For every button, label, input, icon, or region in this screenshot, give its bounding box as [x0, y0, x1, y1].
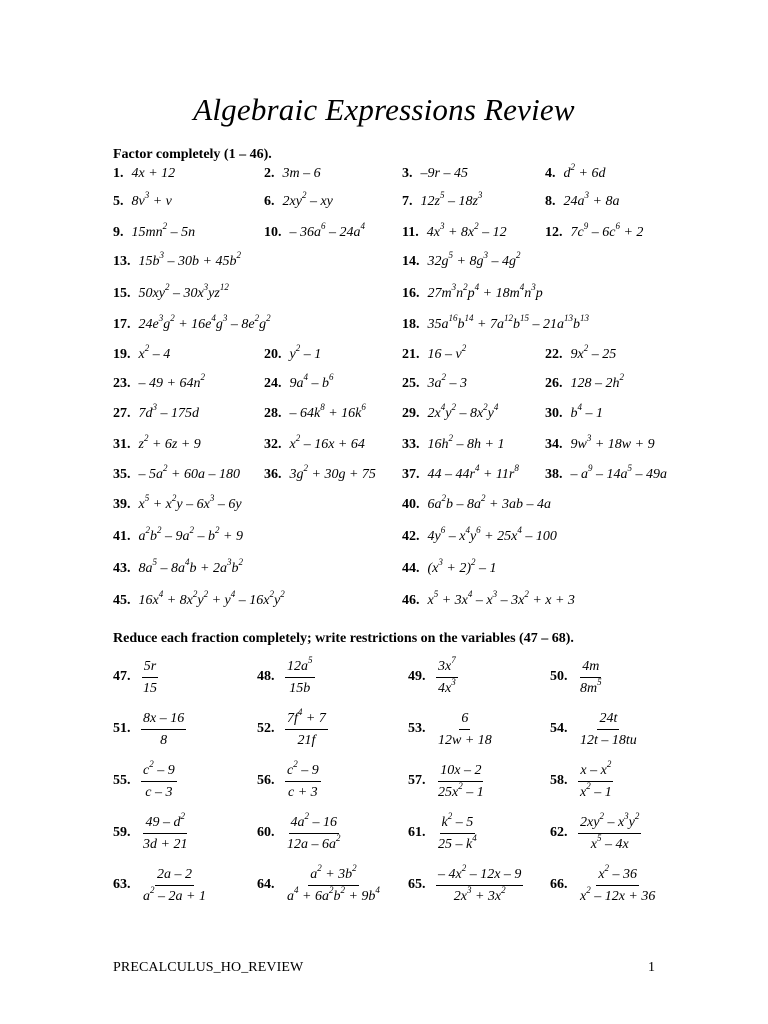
factor-problem	[402, 493, 551, 514]
problem-number: 59.	[113, 825, 131, 840]
problem-number: 57.	[408, 773, 426, 788]
factor-problem	[545, 221, 644, 242]
factor-problem	[545, 433, 655, 454]
problem-number: 7.	[402, 194, 413, 209]
problem-expression: $3a^2 - 3$	[427, 372, 467, 391]
factor-problem	[402, 557, 497, 578]
fraction	[141, 759, 177, 801]
denominator: $25x^2 - 1$	[438, 781, 484, 800]
numerator: x – $x^2$	[578, 762, 613, 782]
problem-number: 32.	[264, 437, 282, 452]
numerator: 5r	[142, 658, 158, 678]
problem-number: 53.	[408, 721, 426, 736]
factor-problem	[402, 250, 521, 271]
problem-expression: $4y^6 - x^4y^6 + 25x^4 - 100$	[427, 525, 557, 544]
problem-expression: $24a^3 + 8a$	[563, 190, 620, 209]
factor-problem	[113, 250, 241, 271]
factor-problem	[264, 463, 376, 484]
problem-expression: $8v^3 + v$	[131, 190, 172, 209]
factor-problem	[402, 221, 507, 242]
factor-problem	[113, 525, 243, 546]
fraction	[436, 710, 494, 749]
problem-number: 13.	[113, 254, 131, 269]
factor-problem	[545, 463, 667, 484]
denominator: $25 - k^4$	[438, 833, 477, 852]
numerator: $2xy^2 - x^3y^2$	[578, 814, 641, 834]
problem-expression: $d^2 + 6d$	[563, 162, 606, 181]
problem-number: 42.	[402, 529, 420, 544]
problem-number: 61.	[408, 825, 426, 840]
problem-expression: $b^4 - 1$	[570, 402, 603, 421]
problem-expression: $a^2b^2 - 9a^2 - b^2 + 9$	[138, 525, 243, 544]
numerator: $4a^2 - 16$	[289, 814, 340, 834]
problem-number: 4.	[545, 166, 556, 181]
problem-expression: $2xy^2$ – xy	[282, 190, 333, 209]
denominator: $x^2 - 1$	[580, 781, 612, 800]
factor-problem	[113, 433, 201, 454]
page-number: 1	[648, 960, 655, 975]
denominator: 12t – 18tu	[580, 733, 637, 748]
numerator: 4m	[580, 658, 601, 678]
fraction	[436, 863, 523, 905]
problem-expression: $7c^9 - 6c^6 + 2$	[570, 221, 644, 240]
factor-problem	[113, 190, 172, 211]
denominator: $2x^3 + 3x^2$	[453, 885, 506, 904]
problem-number: 31.	[113, 437, 131, 452]
problem-expression: $z^2 + 6z + 9$	[138, 433, 201, 452]
factor-problem	[113, 493, 242, 514]
problem-expression: $x^5 + x^2y - 6x^3 - 6y$	[138, 493, 242, 512]
problem-expression: $2x^4y^2 - 8x^2y^4$	[427, 402, 499, 421]
problem-number: 34.	[545, 437, 563, 452]
problem-number: 8.	[545, 194, 556, 209]
numerator: $c^2 - 9$	[285, 762, 321, 782]
problem-expression: $24e^3g^2 + 16e^4g^3 - 8e^2g^2$	[138, 313, 271, 332]
factor-problem	[113, 282, 229, 303]
problem-number: 20.	[264, 347, 282, 362]
fraction	[578, 658, 604, 697]
problem-number: 39.	[113, 497, 131, 512]
factor-problem	[113, 557, 243, 578]
problem-number: 17.	[113, 317, 131, 332]
problem-number: 5.	[113, 194, 124, 209]
factor-problem	[402, 313, 589, 334]
denominator: 21f	[297, 733, 316, 748]
problem-expression: $8a^5 - 8a^4b + 2a^3b^2$	[138, 557, 243, 576]
problem-number: 66.	[550, 877, 568, 892]
factor-problem	[402, 282, 543, 303]
fraction	[141, 866, 208, 905]
problem-number: 22.	[545, 347, 563, 362]
denominator: c + 3	[288, 785, 318, 800]
fraction	[141, 811, 189, 853]
factor-problem	[113, 221, 196, 242]
problem-number: 36.	[264, 467, 282, 482]
problem-number: 28.	[264, 406, 282, 421]
problem-number: 52.	[257, 721, 275, 736]
problem-number: 23.	[113, 376, 131, 391]
factor-problem	[402, 525, 557, 546]
problem-number: 58.	[550, 773, 568, 788]
factor-problem	[264, 372, 334, 393]
problem-number: 26.	[545, 376, 563, 391]
factor-problem	[402, 433, 505, 454]
problem-number: 64.	[257, 877, 275, 892]
denominator: $x^2 - 12x + 36$	[580, 885, 656, 904]
problem-number: 43.	[113, 561, 131, 576]
fraction	[141, 658, 159, 697]
problem-expression: 3m – 6	[282, 166, 321, 181]
problem-number: 6.	[264, 194, 275, 209]
denominator: $a^4 + 6a^2b^2 + 9b^4$	[287, 885, 380, 904]
problem-number: 56.	[257, 773, 275, 788]
denominator: 8	[160, 733, 168, 748]
factor-problem	[264, 402, 366, 423]
fraction	[285, 707, 328, 749]
problem-number: 45.	[113, 593, 131, 608]
problem-number: 44.	[402, 561, 420, 576]
problem-expression: $50xy^2 - 30x^3yz^{12}$	[138, 282, 229, 301]
numerator: 24t	[597, 710, 619, 730]
problem-number: 38.	[545, 467, 563, 482]
factor-problem	[113, 589, 285, 610]
problem-expression: $15mn^2 - 5n$	[131, 221, 196, 240]
problem-number: 21.	[402, 347, 420, 362]
factor-problem	[113, 165, 175, 183]
problem-number: 9.	[113, 225, 124, 240]
problem-expression: $9x^2 - 25$	[570, 343, 617, 362]
factor-problem	[113, 313, 271, 334]
problem-expression: $6a^2b - 8a^2 + 3ab - 4a$	[427, 493, 551, 512]
factor-problem	[402, 190, 483, 211]
denominator: $4x^3$	[438, 677, 456, 696]
denominator: 15	[143, 681, 157, 696]
factor-problem	[545, 162, 606, 183]
denominator: c – 3	[145, 785, 173, 800]
fraction	[436, 655, 458, 697]
problem-expression: $44 - 44r^4 + 11r^8$	[427, 463, 519, 482]
problem-number: 14.	[402, 254, 420, 269]
problem-number: 37.	[402, 467, 420, 482]
factor-problem	[264, 221, 365, 242]
problem-number: 3.	[402, 166, 413, 181]
denominator: $a^2 - 2a + 1$	[143, 885, 206, 904]
problem-number: 29.	[402, 406, 420, 421]
problem-number: 65.	[408, 877, 426, 892]
footer-label: PRECALCULUS_HO_REVIEW	[113, 960, 304, 975]
problem-expression: $32g^5 + 8g^3 - 4g^2$	[427, 250, 521, 269]
problem-expression: $27m^3n^2p^4 + 18m^4n^3p$	[427, 282, 543, 301]
factor-problem	[264, 190, 333, 211]
numerator: 6	[459, 710, 470, 730]
problem-number: 24.	[264, 376, 282, 391]
problem-number: 15.	[113, 286, 131, 301]
section-heading-reduce: Reduce each fraction completely; write restrictions on the variables (47 – 68).	[113, 631, 574, 646]
numerator: $3x^7$	[436, 658, 458, 678]
problem-number: 60.	[257, 825, 275, 840]
problem-expression: – $49 + 64n^2$	[138, 372, 205, 391]
problem-expression: $128 - 2h^2$	[570, 372, 624, 391]
page-title: Algebraic Expressions Review	[193, 92, 575, 127]
problem-number: 10.	[264, 225, 282, 240]
problem-number: 35.	[113, 467, 131, 482]
numerator: $x^2 - 36$	[596, 866, 639, 886]
problem-expression: – $a^9 - 14a^5 - 49a$	[570, 463, 667, 482]
problem-number: 2.	[264, 166, 275, 181]
fraction	[578, 811, 641, 853]
problem-expression: $y^2 - 1$	[289, 343, 322, 362]
factor-problem	[264, 433, 365, 454]
numerator: $a^2 + 3b^2$	[308, 866, 358, 886]
problem-expression: $16x^4 + 8x^2y^2 + y^4 - 16x^2y^2$	[138, 589, 285, 608]
numerator: 2a – 2	[155, 866, 194, 886]
numerator: 8x – 16	[141, 710, 186, 730]
factor-problem	[402, 402, 499, 423]
factor-problem	[402, 589, 575, 610]
numerator: $c^2 - 9$	[141, 762, 177, 782]
factor-problem	[545, 402, 603, 423]
denominator: $x^5 - 4x$	[590, 833, 629, 852]
problem-expression: $9w^3 + 18w + 9$	[570, 433, 655, 452]
fraction	[578, 759, 614, 801]
factor-problem	[402, 463, 519, 484]
fraction	[141, 710, 186, 749]
problem-number: 18.	[402, 317, 420, 332]
fraction	[578, 863, 657, 905]
problem-number: 11.	[402, 225, 419, 240]
problem-number: 55.	[113, 773, 131, 788]
numerator: $12a^5$	[285, 658, 315, 678]
denominator: 15b	[289, 681, 311, 696]
fraction	[285, 811, 343, 853]
factor-problem	[113, 463, 240, 484]
problem-expression: $7d^3 - 175d$	[138, 402, 199, 421]
problem-number: 63.	[113, 877, 131, 892]
denominator: $8m^5$	[580, 677, 602, 696]
problem-expression: $12z^5 - 18z^3$	[420, 190, 483, 209]
problem-number: 27.	[113, 406, 131, 421]
factor-problem	[113, 402, 199, 423]
problem-number: 54.	[550, 721, 568, 736]
numerator: $k^2 - 5$	[440, 814, 476, 834]
problem-number: 62.	[550, 825, 568, 840]
problem-number: 48.	[257, 669, 275, 684]
problem-number: 25.	[402, 376, 420, 391]
problem-number: 33.	[402, 437, 420, 452]
fraction	[436, 762, 486, 801]
problem-expression: $x^2 - 16x + 64$	[289, 433, 365, 452]
numerator: 10x – 2	[438, 762, 483, 782]
factor-problem	[545, 372, 624, 393]
factor-problem	[113, 372, 205, 393]
problem-expression: –9r – 45	[420, 166, 468, 181]
problem-expression: $35a^{16}b^{14} + 7a^{12}b^{15} - 21a^{13}b^{13}$	[427, 313, 589, 332]
problem-number: 16.	[402, 286, 420, 301]
fraction	[578, 710, 639, 749]
fraction	[285, 655, 315, 697]
problem-number: 40.	[402, 497, 420, 512]
factor-problem	[264, 165, 321, 183]
denominator: $12a - 6a^2$	[287, 833, 341, 852]
factor-problem	[264, 343, 322, 364]
denominator: 3d + 21	[143, 837, 188, 852]
numerator: $49 - d^2$	[143, 814, 187, 834]
numerator: – $4x^2 - 12x - 9$	[436, 866, 523, 886]
problem-number: 41.	[113, 529, 131, 544]
problem-expression: $15b^3 - 30b + 45b^2$	[138, 250, 241, 269]
factor-problem	[545, 343, 617, 364]
problem-number: 49.	[408, 669, 426, 684]
factor-problem	[402, 343, 467, 364]
problem-expression: $16h^2 - 8h + 1$	[427, 433, 505, 452]
factor-problem	[402, 165, 468, 183]
problem-expression: – $5a^2 + 60a - 180$	[138, 463, 240, 482]
problem-number: 47.	[113, 669, 131, 684]
fraction	[285, 863, 382, 905]
problem-number: 19.	[113, 347, 131, 362]
problem-expression: $x^5 + 3x^4 - x^3 - 3x^2 + x + 3$	[427, 589, 575, 608]
problem-number: 46.	[402, 593, 420, 608]
problem-expression: $4x^3 + 8x^2 - 12$	[426, 221, 507, 240]
factor-problem	[545, 190, 620, 211]
problem-expression: $9a^4 - b^6$	[289, 372, 334, 391]
factor-problem	[402, 372, 467, 393]
numerator: $7f^4 + 7$	[285, 710, 328, 730]
fraction	[436, 811, 479, 853]
problem-expression: 4x + 12	[131, 166, 176, 181]
problem-number: 51.	[113, 721, 131, 736]
problem-expression: $16 - v^2$	[427, 343, 467, 362]
problem-expression: $x^2 - 4$	[138, 343, 171, 362]
problem-expression: – $36a^6 - 24a^4$	[289, 221, 365, 240]
denominator: 12w + 18	[438, 733, 492, 748]
problem-number: 12.	[545, 225, 563, 240]
problem-number: 50.	[550, 669, 568, 684]
factor-problem	[113, 343, 171, 364]
problem-expression: – $64k^8 + 16k^6$	[289, 402, 366, 421]
problem-number: 30.	[545, 406, 563, 421]
section-heading-factor: Factor completely (1 – 46).	[113, 147, 272, 162]
problem-expression: $(x^3 + 2)^2 - 1$	[427, 557, 497, 576]
problem-expression: $3g^2 + 30g + 75$	[289, 463, 376, 482]
problem-number: 1.	[113, 166, 124, 181]
fraction	[285, 759, 321, 801]
